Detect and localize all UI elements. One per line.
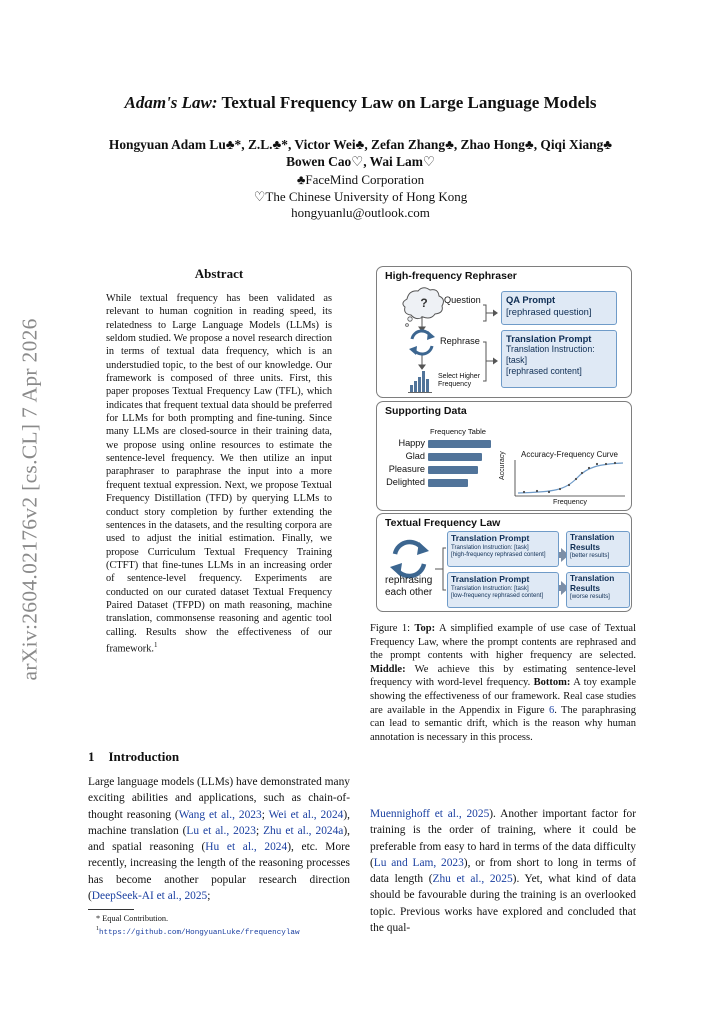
figure-1 xyxy=(376,266,632,612)
frequency-word-label: Delighted xyxy=(386,477,425,487)
citation-link[interactable]: Wang et al., 2023 xyxy=(178,808,262,821)
result-title: Translation xyxy=(570,573,615,583)
citation-link[interactable]: DeepSeek-AI et al., 2025 xyxy=(91,889,208,902)
rephrasing-label-line: each other xyxy=(385,587,433,598)
question-label: Question xyxy=(444,295,481,305)
frequency-table-title: Frequency Table xyxy=(430,427,487,436)
arrow-icon xyxy=(493,310,498,317)
frequency-word-label: Glad xyxy=(405,451,425,461)
bracket-connector xyxy=(483,305,494,381)
accuracy-frequency-curve xyxy=(377,402,631,510)
curve-x-axis-label: Frequency xyxy=(553,497,587,506)
result-subtitle: Results xyxy=(570,582,600,593)
body-text: ), or from short to long in terms of data length ( xyxy=(370,856,636,885)
panel-title: Textual Frequency Law xyxy=(385,517,501,529)
result-note: [worse results] xyxy=(570,593,610,601)
curve-point xyxy=(548,491,550,493)
intro-text: Large language models (LLMs) have demonstrated many exciting abilities and applications, such as chain-of-thought reasoning ( xyxy=(88,776,350,821)
intro-paragraph xyxy=(88,774,350,904)
abstract-footnote-mark[interactable]: 1 xyxy=(153,640,158,649)
intro-text: ), and spatial reasoning ( xyxy=(88,824,351,853)
svg-text:?: ? xyxy=(420,296,428,310)
abstract-text: While textual frequency has been validated as relevant to human cognition in reading speed, its relatedness to Large Language Models (LLMs) is seldom studied. We propose a novel research direction in terms of textual data frequency, which is an understudied topic, to the best of our knowledge. Our framework is composed of three units. First, this paper proposes Textual Frequency Law (TFL), which indicates that frequent textual data should be preferred for LLMs for both prompting and fine-tuning. Since many LLMs are closed-source in their training data, we propose using online resources to estimate the sentence-level frequency. We then utilize an input paraphraser to paraphrase the input into a more frequent textual expression. Next, we propose Textual Frequency Distillation (TFD) by querying LLMs to conduct story completion by further extending the sentences in the datasets, and the resulting corpora are used to adjust the initial estimation. Finally, we propose Curriculum Textual Frequency Training (CTFT) that fine-tunes LLMs in an increasing order of sentence-level frequency. Experiments are conducted on our curated dataset Textual Frequency Paired Dataset (TFPD) on math reasoning, machine translation, commonsense reasoning and agentic tool calling. Results show the effectiveness of our framework. xyxy=(106,293,332,655)
cycle-arrowhead xyxy=(417,542,429,555)
curve-point xyxy=(588,467,590,469)
author-email[interactable]: hongyuanlu@outlook.com xyxy=(291,205,430,220)
citation-link[interactable]: Zhu et al., 2024a xyxy=(263,824,344,837)
footnote-divider xyxy=(88,909,134,910)
high-frequency-prompt-box xyxy=(447,531,559,567)
qa-prompt-box xyxy=(501,291,617,325)
section-heading-introduction xyxy=(88,749,193,765)
section-title: Introduction xyxy=(108,749,180,764)
bracket-connector xyxy=(435,548,446,590)
select-label-line: Frequency xyxy=(438,381,472,388)
intro-text: ; xyxy=(255,824,264,837)
prompt-line: Translation Instruction: [task] xyxy=(451,584,529,592)
footnote-equal-contribution: * Equal Contribution. xyxy=(96,914,169,923)
citation-link[interactable]: Wei et al., 2024 xyxy=(268,808,344,821)
frequency-bars-icon xyxy=(410,371,429,392)
curve-point xyxy=(596,463,598,465)
prompt-line: [low-frequency rephrased content] xyxy=(451,591,544,599)
frequency-word-label: Pleasure xyxy=(388,464,425,474)
result-title: Translation xyxy=(570,532,615,542)
panel-supporting-data xyxy=(376,401,632,511)
qa-prompt-subtitle: [rephrased question] xyxy=(506,305,592,317)
citation-link[interactable]: Zhu et al., 2025 xyxy=(432,873,513,885)
abstract-heading: Abstract xyxy=(194,266,244,281)
prompt-title: Translation Prompt xyxy=(451,574,530,584)
translation-prompt-line: Translation Instruction: xyxy=(506,344,595,354)
body-text: ). Yet, what kind of data should be favourable during the training is an overlooked topic. Previous works have explored and concluded that the qual- xyxy=(370,873,637,934)
panel-title: Supporting Data xyxy=(385,405,467,417)
affiliation-2: ♡The Chinese University of Hong Kong xyxy=(253,189,468,204)
select-higher-frequency-label xyxy=(438,373,480,389)
intro-paragraph-continued xyxy=(370,806,636,936)
frequency-word-label: Happy xyxy=(398,438,425,448)
citation-link[interactable]: Muennighoff et al., 2025 xyxy=(370,808,490,820)
translation-prompt-line: [task] xyxy=(506,355,528,365)
translation-prompt-box xyxy=(501,330,617,388)
worse-results-box xyxy=(566,572,630,608)
panel-high-frequency-rephraser xyxy=(376,266,632,398)
caption-text: A simplified example of use case of Textual Frequency Law, where the prompt contents are rephrased and the prompt contents with higher frequency are selected. xyxy=(370,623,636,662)
figure-caption xyxy=(370,622,636,744)
translation-prompt-line: [rephrased content] xyxy=(506,366,582,376)
low-frequency-prompt-box xyxy=(447,572,559,608)
accuracy-frequency-curve-title: Accuracy-Frequency Curve xyxy=(521,450,618,459)
caption-text: A toy example showing the effectiveness of our framework. Real case studies are available in the Appendix in Figure xyxy=(370,677,636,716)
result-note: [better results] xyxy=(570,552,610,560)
caption-bold: Bottom: xyxy=(533,677,571,689)
qa-prompt-title: QA Prompt xyxy=(506,294,556,305)
intro-text: ; xyxy=(261,808,269,821)
footnotes xyxy=(88,913,358,939)
authors-line-2: Bowen Cao♡, Wai Lam♡ xyxy=(286,154,435,169)
caption-bold: Top: xyxy=(414,623,436,634)
paper-title xyxy=(0,93,721,113)
intro-text: ), machine translation ( xyxy=(88,808,350,837)
curve-y-axis-label: Accuracy xyxy=(499,451,506,480)
rephrase-label: Rephrase xyxy=(440,336,480,346)
curve-point xyxy=(605,463,607,465)
intro-text: ), etc. More recently, increasing the length of the reasoning processes has become another popular research direction ( xyxy=(88,841,350,902)
prompt-title: Translation Prompt xyxy=(451,533,530,543)
citation-link[interactable]: Lu et al., 2023 xyxy=(186,824,256,837)
cycle-arrowhead xyxy=(409,346,417,355)
title-rest: Textual Frequency Law on Large Language Models xyxy=(217,93,597,112)
title-italic: Adam's Law: xyxy=(124,93,218,112)
authors-line-1: Hongyuan Adam Lu♣*, Z.L.♣*, Victor Wei♣, Zefan Zhang♣, Zhao Hong♣, Qiqi Xiang♣ xyxy=(108,137,613,152)
body-text: ). Another important factor for training is the order of training, where it could be preferable from easy to hard in terms of the data difficulty ( xyxy=(370,808,636,869)
arxiv-identifier: arXiv:2604.02176v2 [cs.CL] 7 Apr 2026 xyxy=(17,318,42,681)
footnote-mark: 1 xyxy=(96,926,99,932)
rephrasing-label-line: rephrasing xyxy=(385,575,433,586)
select-label-line: Select Higher xyxy=(438,373,481,380)
curve-point xyxy=(568,484,570,486)
figure-reference-link[interactable]: 6 xyxy=(548,704,555,716)
rephrasing-each-other-label xyxy=(385,575,432,599)
affiliation-1: ♣FaceMind Corporation xyxy=(296,172,425,187)
section-number: 1 xyxy=(88,749,95,764)
prompt-line: Translation Instruction: [task] xyxy=(451,543,529,551)
panel-textual-frequency-law xyxy=(376,513,632,612)
curve-point xyxy=(536,490,538,492)
curve-point xyxy=(523,491,525,493)
better-results-box xyxy=(566,531,630,567)
intro-text: ; xyxy=(207,889,211,902)
curve-point xyxy=(559,488,561,490)
caption-text: We achieve this by estimating sentence-level frequency with word-level frequency. xyxy=(370,663,636,689)
curve-point xyxy=(581,472,583,474)
prompt-line: [high-frequency rephrased content] xyxy=(451,550,546,558)
translation-prompt-title: Translation Prompt xyxy=(506,333,592,344)
caption-text: . The paraphrasing can lead to semantic drift, which is the reason why human annotation is necessary in this process. xyxy=(370,704,636,743)
panel-title: High-frequency Rephraser xyxy=(385,270,517,282)
flow-arrow-icon xyxy=(419,316,425,369)
citation-link[interactable]: Hu et al., 2024 xyxy=(205,841,288,853)
curve-point xyxy=(575,478,577,480)
result-subtitle: Results xyxy=(570,541,600,552)
caption-bold: Middle: xyxy=(370,663,406,675)
question-cloud-icon xyxy=(403,288,444,327)
cycle-arrowhead xyxy=(427,331,435,340)
arrow-icon xyxy=(493,358,498,365)
curve-point xyxy=(614,462,616,464)
abstract-body xyxy=(106,292,332,656)
citation-link[interactable]: Lu and Lam, 2023 xyxy=(373,856,464,869)
footnote-url-link[interactable]: https://github.com/HongyuanLuke/frequencylaw xyxy=(99,928,300,937)
caption-label: Figure 1: xyxy=(370,623,415,634)
